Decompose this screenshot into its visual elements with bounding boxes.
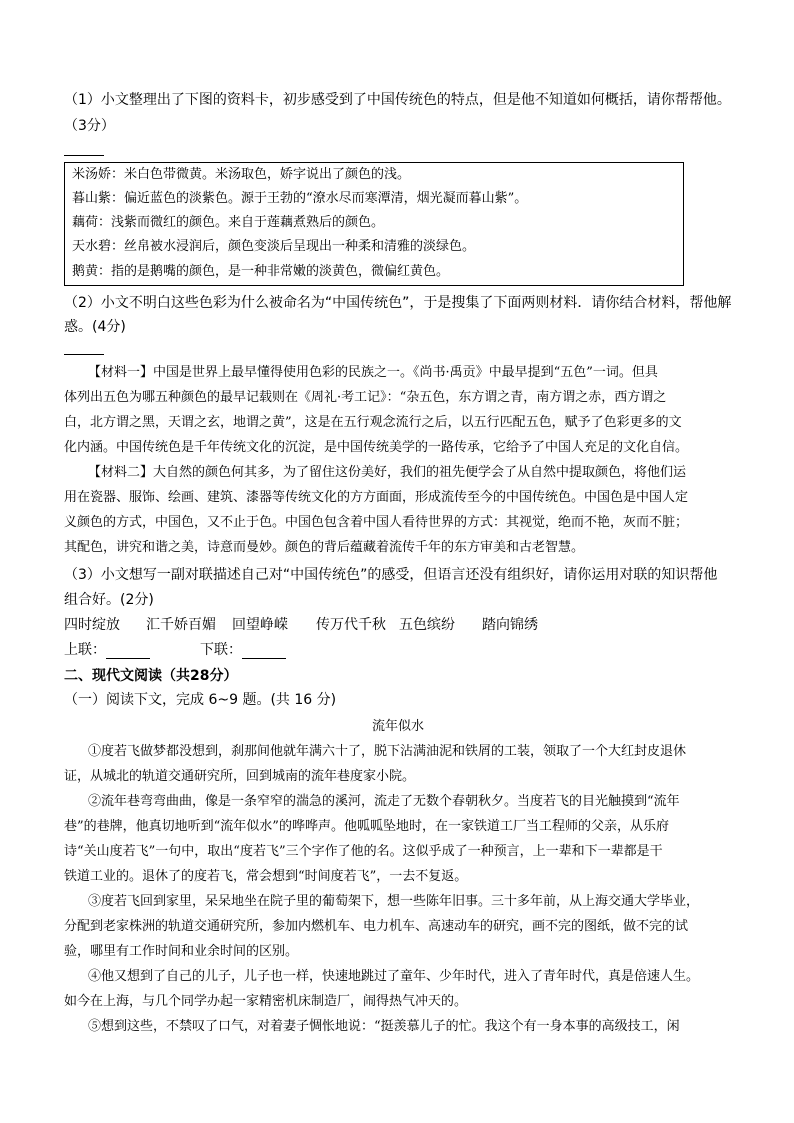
card-entry-tianshui-bi: 天水碧：丝帛被水浸润后，颜色变淡后呈现出一种柔和清雅的淡绿色。 [72, 239, 476, 254]
upper-couplet-blank[interactable] [106, 644, 150, 659]
q3-line-2: 组合好。(2分) [64, 592, 154, 608]
upper-couplet-label: 上联： [64, 642, 106, 658]
lower-couplet-label: 下联： [200, 642, 242, 658]
essay-title: 流年似水 [372, 719, 425, 734]
q1-answer-blank[interactable] [64, 155, 104, 156]
essay-line: ①度若飞做梦都没想到，刹那间他就年满六十了，脱下沾满油泥和铁屑的工装，领取了一个大红封皮退休 [88, 744, 687, 759]
card-entry-mushan-zi: 暮山紫：偏近蓝色的淡紫色。源于王勃的“潦水尽而寒潭清，烟光凝而暮山紫”。 [72, 191, 528, 206]
couplet-phrase: 传万代千秋 [316, 617, 386, 633]
essay-line: 诗“关山度若飞”一句中，取出“度若飞”三个字作了他的名。这似乎成了一种预言，上一辈和下一辈都是干 [64, 844, 663, 859]
q2-line-2: 惑。(4分) [64, 319, 126, 335]
q1-line-1: （1）小文整理出了下图的资料卡，初步感受到了中国传统色的特点，但是他不知道如何概括，请你帮帮他。 [64, 92, 731, 108]
essay-line: 巷”的巷牌，他真切地听到“流年似水”的哗哗声。他呱呱坠地时，在一家铁道工厂当工程师的父亲，从乐府 [64, 819, 669, 834]
upper-couplet-row [64, 641, 150, 659]
material-line: 体列出五色为哪五种颜色的最早记载则在《周礼·考工记》：“杂五色，东方谓之青，南方谓之赤，西方谓之 [64, 390, 667, 405]
lower-couplet-row [200, 641, 286, 659]
q3-line-1: （3）小文想写一副对联描述自己对“中国传统色”的感受，但语言还没有组织好，请你运用对联的知识帮他 [64, 567, 718, 583]
material-line: 白，北方谓之黑，天谓之玄，地谓之黄”，这是在五行观念流行之后，以五行匹配五色，赋予了色彩更多的文 [64, 415, 682, 430]
card-entry-mitang-jiao: 米汤娇：米白色带微黄。米汤取色，娇字说出了颜色的浅。 [72, 167, 411, 182]
essay-line: 证，从城北的轨道交通研究所，回到城南的流年巷度家小院。 [64, 769, 416, 784]
q1-line-2: （3分） [64, 118, 115, 134]
card-entry-ouhe: 藕荷：浅紫而微红的颜色。来自于莲藕煮熟后的颜色。 [72, 215, 385, 230]
section-heading: 二、现代文阅读（共28分） [64, 668, 238, 684]
essay-line: ④他又想到了自己的儿子，儿子也一样，快速地跳过了童年、少年时代，进入了青年时代，真是倍速人生。 [88, 969, 700, 984]
couplet-phrase: 四时绽放 [64, 617, 120, 633]
essay-line: ③度若飞回到家里，呆呆地坐在院子里的葡萄架下，想一些陈年旧事。三十多年前，从上海交通大学毕业， [88, 894, 700, 909]
couplet-phrase: 汇千娇百媚 [146, 617, 216, 633]
couplet-phrase: 回望峥嵘 [232, 617, 288, 633]
q2-answer-blank[interactable] [64, 354, 104, 355]
material-line: 【材料二】大自然的颜色何其多，为了留住这份美好，我们的祖先便学会了从自然中提取颜色，将他们运 [88, 465, 687, 480]
essay-line: ⑤想到这些，不禁叹了口气，对着妻子惆怅地说：“挺羡慕儿子的忙。我这个有一身本事的高级技工，闲 [88, 1019, 680, 1034]
essay-line: 如今在上海，与几个同学办起一家精密机床制造厂，闹得热气冲天的。 [64, 994, 468, 1009]
couplet-phrase: 五色缤纷 [399, 617, 455, 633]
couplet-phrase: 踏向锦绣 [482, 617, 538, 633]
essay-line: ②流年巷弯弯曲曲，像是一条窄窄的湍急的溪河，流走了无数个春朝秋夕。当度若飞的目光触摸到“流年 [88, 794, 680, 809]
material-line: 用在瓷器、服饰、绘画、建筑、漆器等传统文化的方方面面，形成流传至今的中国传统色。中国色是中国人定 [64, 490, 689, 505]
card-entry-ehuang: 鹅黄：指的是鹅嘴的颜色，是一种非常嫩的淡黄色，微偏红黄色。 [72, 264, 450, 279]
material-line: 【材料一】中国是世界上最早懂得使用色彩的民族之一。《尚书·禹贡》中最早提到“五色”一词。但具 [88, 365, 658, 380]
material-line: 义颜色的方式，中国色，又不止于色。中国色包含着中国人看待世界的方式：其视觉，绝而不艳，灰而不脏； [64, 515, 689, 530]
lower-couplet-blank[interactable] [242, 644, 286, 659]
material-line: 化内涵。中国传统色是千年传统文化的沉淀，是中国传统美学的一路传承，它给予了中国人充足的文化自信。 [64, 440, 689, 455]
essay-line: 分配到老家株洲的轨道交通研究所，参加内燃机车、电力机车、高速动车的研究，画不完的图纸，做不完的试 [64, 919, 689, 934]
section-instruction: （一）阅读下文，完成 6~9 题。(共 16 分) [64, 692, 337, 708]
q2-line-1: （2）小文不明白这些色彩为什么被命名为“中国传统色”，于是搜集了下面两则材料．请你结合材料，帮他解 [64, 295, 732, 311]
material-line: 其配色，讲究和谐之美，诗意而曼妙。颜色的背后蕴藏着流传千年的东方审美和古老智慧。 [64, 540, 585, 555]
essay-line: 铁道工业的。退休了的度若飞，常会想到“时间度若飞”，一去不复返。 [64, 869, 468, 884]
essay-line: 验，哪里有工作时间和业余时间的区别。 [64, 944, 299, 959]
